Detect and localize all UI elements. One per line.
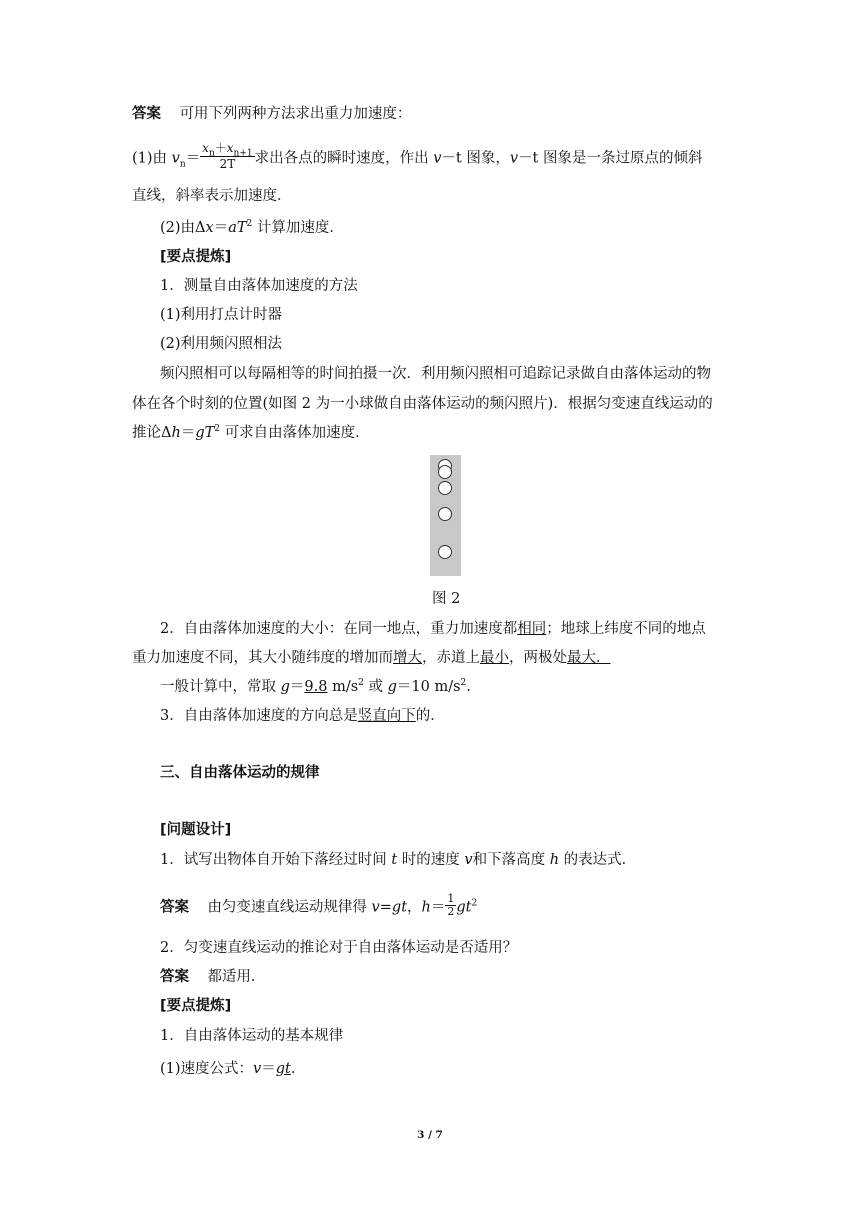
key-point-2-line-1 [160,619,706,639]
answer-increase: 增大 [393,650,422,666]
kp2-text-2: ；地球上纬度不同的地点 [546,621,706,637]
unit: m/s [327,679,359,695]
numerator-x2: x [226,141,234,155]
kp3-text-2: 的． [415,708,445,724]
plus-sign: ＋ [214,141,227,155]
key-points-heading-2: [要点提炼] [160,998,232,1014]
page-number: 3 / 7 [417,1129,443,1141]
paragraph-1-line-1: 频闪照相可以每隔相等的时间拍摄一次．利用频闪照相可追踪记录做自由落体运动的物 [160,366,711,382]
paragraph-1-line-3 [132,423,370,443]
var-g: g [280,679,290,695]
answer-vertical-down: 竖直向下 [357,708,416,724]
numerator-x1: x [202,141,209,155]
equals: ＝ [289,679,305,695]
question-1 [160,850,636,870]
kp2-text-4: ，赤道上 [422,650,480,666]
key-point-1b: (2)利用频闪照相法 [160,336,283,352]
answer-gt: gt [275,1061,291,1077]
method-2-prefix: (2)由Δ [160,220,206,236]
squared: 2 [460,678,467,689]
kp2-text-5: ，两极处 [509,650,567,666]
comma: ， [407,899,422,916]
answer-line-2 [160,892,478,920]
kp2-text-3: 重力加速度不同，其大小随纬度的增加而 [132,650,393,666]
section-3-title: 三、自由落体运动的规律 [160,765,320,781]
var-v: v [253,1061,262,1077]
var-x: x [205,220,214,236]
var-v: v [371,899,380,916]
var-g: g [195,425,205,441]
q1-text-4: 的表达式． [559,852,637,868]
q1-text-2: 时的速度 [397,852,465,868]
squared: 2 [246,219,253,230]
var-t: t [391,852,398,868]
inference-text: 可求自由落体加速度． [220,425,370,441]
var-h: h [171,425,181,441]
var-T: T [204,425,215,441]
vt-graph-1: －t 图象， [441,150,510,167]
equals: ＝ [430,899,446,916]
key-point-1a: (1)利用打点计时器 [160,307,283,323]
answer-same: 相同 [517,621,547,637]
velocity-fraction [200,141,254,172]
var-v: v [464,852,473,868]
or-text: 或 [363,679,388,695]
ball-position-5 [438,545,452,559]
ball-position-3 [438,481,452,495]
answer-line-1 [132,104,411,124]
equals: ＝ [180,425,196,441]
ball-position-4 [438,507,452,521]
var-gt: gt [456,899,472,916]
kp3-text-1: 3．自由落体加速度的方向总是 [160,708,358,724]
var-gt: gt [391,899,408,916]
a1-text: 由匀变速直线运动规律得 [207,899,372,916]
key-point-4: 1．自由落体运动的基本规律 [160,1028,344,1044]
period: . [290,1061,296,1077]
key-point-2-line-2 [132,648,611,668]
problem-design-heading: [问题设计] [160,822,232,838]
method-1-prefix: (1)由 [132,150,172,167]
figure-caption: 图 2 [432,591,461,607]
method-2-line [160,218,344,238]
inference-prefix: 推论Δ [132,425,172,441]
method-1-cont: 直线，斜率表示加速度． [132,188,292,204]
denominator: 2 [447,905,455,918]
q1-text-1: 1．试写出物体自开始下落经过时间 [160,852,392,868]
answer-label: 答案 [160,899,189,916]
squared: 2 [471,898,478,909]
key-point-1: 1．测量自由落体加速度的方法 [160,278,358,294]
equals: ＝ [213,220,229,236]
key-point-2-line-3 [160,677,471,697]
squared: 2 [358,678,364,689]
answer-smallest: 最小 [480,650,509,666]
key-point-3 [160,706,445,726]
var-v: v [433,150,442,167]
q1-text-3: 和下落高度 [472,852,550,868]
answer-largest: 最大． [567,650,611,666]
one-half-fraction [445,893,456,918]
equals: ＝ [261,1061,276,1077]
numerator: 1 [447,892,455,905]
key-points-heading-1: [要点提炼] [160,249,232,265]
var-h: h [421,899,431,916]
paragraph-1-line-2: 体在各个时刻的位置(如图 2 为一小球做自由落体运动的频闪照片)．根据匀变速直线运动的 [132,396,713,412]
method-1-text: 求出各点的瞬时速度，作出 [254,150,434,167]
answer-text: 可用下列两种方法求出重力加速度： [179,106,412,122]
denominator: 2T [219,157,236,171]
kp2-text-1: 2．自由落体加速度的大小：在同一地点，重力加速度都 [160,621,518,637]
equals: = [379,899,392,916]
var-v: v [509,150,519,167]
g-10: ＝10 m/s [396,679,461,695]
answer-line-3 [160,967,265,987]
var-g: g [387,679,397,695]
ball-position-2 [438,465,452,479]
numerator-sub1: n [208,148,215,159]
var-a: a [228,220,237,236]
method-1-line [132,143,703,174]
strobe-photo-figure [430,455,461,576]
question-2: 2．匀变速直线运动的推论对于自由落体运动是否适用？ [160,940,518,956]
var-T: T [236,220,247,236]
var-v: v [171,150,180,167]
g-value-prefix: 一般计算中，常取 [160,679,281,695]
answer-label: 答案 [132,106,161,122]
equals: ＝ [185,150,201,167]
vt-graph-2: －t 图象是一条过原点的倾斜 [518,150,703,167]
period: . [466,679,471,695]
method-2-text: 计算加速度． [252,220,344,236]
squared: 2 [214,424,221,435]
numerator-sub2: n+1 [233,148,253,159]
sub-n: n [179,159,186,170]
a2-text: 都适用． [207,969,266,985]
key-point-4a [160,1059,295,1079]
velocity-formula-label: (1)速度公式： [160,1061,254,1077]
var-h: h [549,852,560,868]
answer-9-8: 9.8 [304,679,328,695]
answer-label: 答案 [160,969,189,985]
